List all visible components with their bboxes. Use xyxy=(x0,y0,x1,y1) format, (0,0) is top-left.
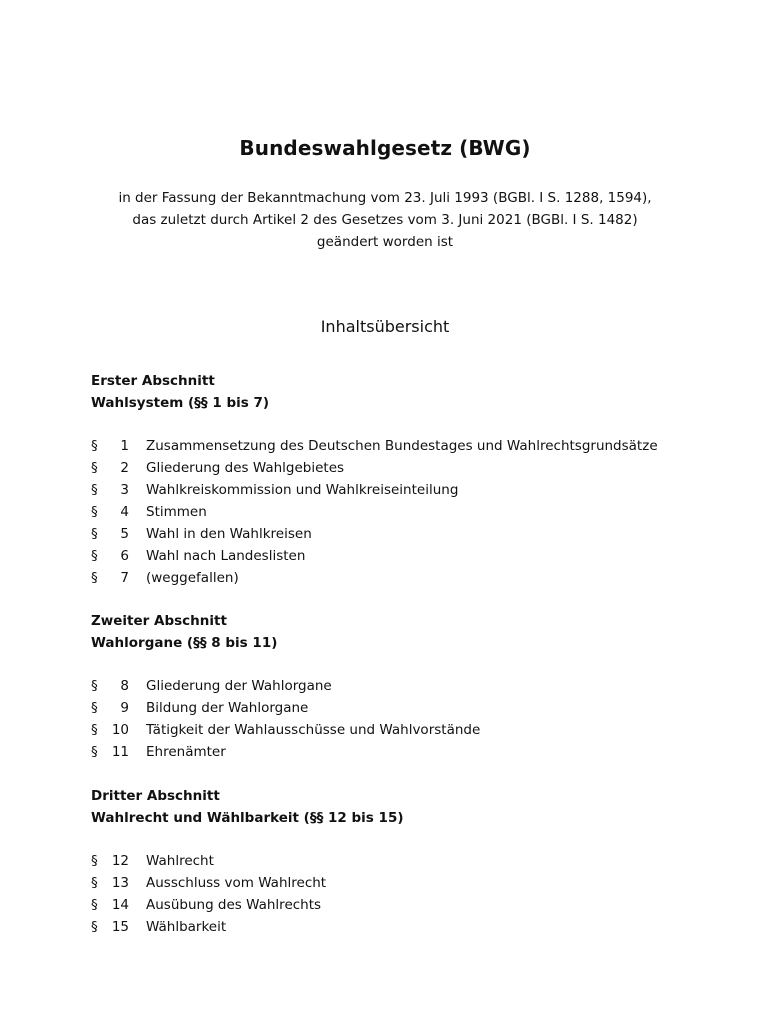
paragraph-sign: § xyxy=(91,678,98,694)
paragraph-sign: § xyxy=(91,919,98,935)
paragraph-sign: § xyxy=(91,853,98,869)
section-title: Wahlorgane (§§ 8 bis 11) xyxy=(91,635,278,651)
section-label: Zweiter Abschnitt xyxy=(91,613,227,629)
entry-number: 14 xyxy=(111,897,129,913)
toc-section-2 xyxy=(91,610,731,763)
entry-number: 8 xyxy=(120,678,129,694)
paragraph-sign: § xyxy=(91,482,98,498)
paragraph-sign: § xyxy=(91,460,98,476)
subtitle-line: geändert worden ist xyxy=(316,234,454,250)
toc-entry xyxy=(91,675,731,697)
toc-entry xyxy=(91,567,731,589)
entry-number: 2 xyxy=(120,460,129,476)
paragraph-sign: § xyxy=(91,526,98,542)
entry-number: 13 xyxy=(111,875,129,891)
entry-title: Bildung der Wahlorgane xyxy=(146,700,309,716)
entry-title: Ausschluss vom Wahlrecht xyxy=(146,875,327,891)
toc-entry xyxy=(91,850,731,872)
entry-title: Zusammensetzung des Deutschen Bundestages und Wahlrechtsgrundsätze xyxy=(146,438,658,454)
toc-entry xyxy=(91,894,731,916)
toc-entry xyxy=(91,872,731,894)
paragraph-sign: § xyxy=(91,504,98,520)
section-label: Dritter Abschnitt xyxy=(91,788,220,804)
toc-section-3 xyxy=(91,785,731,938)
toc-entry xyxy=(91,479,731,501)
section-title: Wahlrecht und Wählbarkeit (§§ 12 bis 15) xyxy=(91,810,404,826)
paragraph-sign: § xyxy=(91,548,98,564)
toc-entry xyxy=(91,719,731,741)
paragraph-sign: § xyxy=(91,744,98,760)
paragraph-sign: § xyxy=(91,570,98,586)
toc-entry xyxy=(91,435,731,457)
entry-number: 15 xyxy=(111,919,129,935)
entry-title: Stimmen xyxy=(146,504,207,520)
toc-entry xyxy=(91,457,731,479)
entry-number: 10 xyxy=(111,722,129,738)
entry-number: 11 xyxy=(111,744,129,760)
paragraph-sign: § xyxy=(91,875,98,891)
entry-list xyxy=(91,850,731,938)
entry-title: Tätigkeit der Wahlausschüsse und Wahlvorstände xyxy=(146,722,481,738)
entry-title: Wahl nach Landeslisten xyxy=(146,548,306,564)
entry-title: Ausübung des Wahlrechts xyxy=(146,897,322,913)
entry-number: 7 xyxy=(120,570,129,586)
entry-title: Wählbarkeit xyxy=(146,919,227,935)
toc-entry xyxy=(91,741,731,763)
paragraph-sign: § xyxy=(91,700,98,716)
entry-title: Wahlkreiskommission und Wahlkreiseinteilung xyxy=(146,482,459,498)
entry-number: 12 xyxy=(111,853,129,869)
document-title: Bundeswahlgesetz (BWG) xyxy=(239,136,531,160)
toc-entry xyxy=(91,501,731,523)
entry-list xyxy=(91,675,731,763)
entry-number: 9 xyxy=(120,700,129,716)
toc-section-1 xyxy=(91,370,731,589)
section-label: Erster Abschnitt xyxy=(91,373,215,389)
entry-title: Ehrenämter xyxy=(146,744,226,760)
entry-number: 5 xyxy=(120,526,129,542)
entry-title: Gliederung der Wahlorgane xyxy=(146,678,332,694)
entry-title: Wahl in den Wahlkreisen xyxy=(146,526,312,542)
paragraph-sign: § xyxy=(91,722,98,738)
entry-title: Gliederung des Wahlgebietes xyxy=(146,460,345,476)
entry-title: (weggefallen) xyxy=(146,570,239,586)
section-title: Wahlsystem (§§ 1 bis 7) xyxy=(91,395,270,411)
subtitle-line: in der Fassung der Bekanntmachung vom 23. Juli 1993 (BGBl. I S. 1288, 1594), xyxy=(118,190,652,206)
subtitle-line: das zuletzt durch Artikel 2 des Gesetzes vom 3. Juni 2021 (BGBl. I S. 1482) xyxy=(132,212,638,228)
toc-entry xyxy=(91,523,731,545)
entry-number: 1 xyxy=(120,438,129,454)
toc-entry xyxy=(91,697,731,719)
toc-entry xyxy=(91,545,731,567)
entry-number: 3 xyxy=(120,482,129,498)
entry-number: 4 xyxy=(120,504,129,520)
entry-list xyxy=(91,435,731,589)
paragraph-sign: § xyxy=(91,438,98,454)
toc-heading: Inhaltsübersicht xyxy=(320,317,450,336)
entry-number: 6 xyxy=(120,548,129,564)
document-subtitle xyxy=(0,187,770,253)
entry-title: Wahlrecht xyxy=(146,853,214,869)
toc-entry xyxy=(91,916,731,938)
paragraph-sign: § xyxy=(91,897,98,913)
